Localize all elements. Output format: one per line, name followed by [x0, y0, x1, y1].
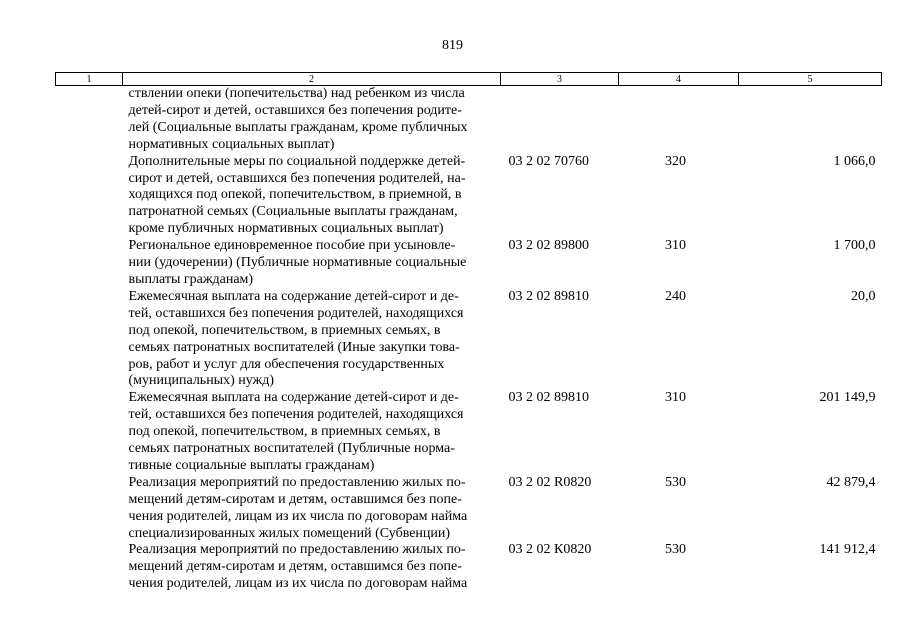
row-name-line: (муниципальных) нужд) [128, 373, 275, 389]
table-row [56, 390, 882, 475]
row-name-line: семьях патронатных воспитателей (Публичные норма- [128, 441, 455, 457]
row-code-cell: 03 2 02 К0820 [508, 542, 592, 558]
row-name-line: Ежемесячная выплата на содержание детей-сирот и де- [128, 390, 459, 406]
row-amount-cell: 20,0 [851, 288, 876, 304]
row-vr-cell: 530 [665, 474, 686, 490]
row-name-line: ствлении опеки (попечительства) над ребенком из числа [128, 86, 465, 101]
row-number-cell [56, 154, 123, 239]
row-number-cell [56, 289, 123, 390]
row-name-line: тей, оставшихся без попечения родителей, находящихся [128, 407, 464, 423]
column-header-1: 1 [56, 73, 123, 86]
row-name-line: чения родителей, лицам из их числа по договорам найма [128, 508, 468, 524]
row-name-line: ходящихся под опекой, попечительством, в приемной, в [128, 187, 462, 203]
row-amount-cell: 42 879,4 [826, 474, 876, 490]
row-amount-cell: 1 700,0 [833, 238, 876, 254]
table-row [56, 289, 882, 390]
row-name-cell [123, 154, 501, 239]
row-name-line: лей (Социальные выплаты гражданам, кроме публичных [128, 119, 468, 135]
row-name-line: под опекой, попечительством, в приемных семьях, в [128, 322, 441, 338]
row-code-cell: 03 2 02 R0820 [508, 474, 592, 490]
row-vr-cell [619, 86, 739, 154]
row-name-line: нии (удочерении) (Публичные нормативные социальные [128, 255, 467, 271]
row-code-cell: 03 2 02 89810 [508, 288, 589, 304]
row-name-line: нормативных социальных выплат) [128, 136, 335, 152]
row-number-cell [56, 475, 123, 543]
row-vr-cell: 240 [665, 288, 686, 304]
row-name-line: тивные социальные выплаты гражданам) [128, 457, 375, 473]
column-header-5: 5 [739, 73, 882, 86]
row-name-line: мещений детям-сиротам и детям, оставшимся без попе- [128, 491, 462, 507]
row-name-line: детей-сирот и детей, оставшихся без попечения родите- [128, 102, 462, 118]
table-row [56, 542, 882, 593]
row-name-line: чения родителей, лицам из их числа по договорам найма [128, 576, 468, 592]
row-name-line: кроме публичных нормативных социальных выплат) [128, 221, 444, 237]
row-number-cell [56, 86, 123, 154]
table-row [56, 475, 882, 543]
table-row [56, 86, 882, 154]
row-name-cell [123, 390, 501, 475]
row-vr-cell: 530 [665, 542, 686, 558]
row-name-line: семьях патронатных воспитателей (Иные закупки това- [128, 339, 460, 355]
row-name-line: под опекой, попечительством, в приемных семьях, в [128, 424, 441, 440]
row-code-cell: 03 2 02 70760 [508, 153, 589, 169]
row-name-cell [123, 542, 501, 593]
row-name-line: патронатной семьях (Социальные выплаты гражданам, [128, 204, 458, 220]
row-name-line: мещений детям-сиротам и детям, оставшимся без попе- [128, 559, 462, 575]
row-name-line: сирот и детей, оставшихся без попечения родителей, на- [128, 170, 466, 186]
row-name-line: Ежемесячная выплата на содержание детей-сирот и де- [128, 288, 459, 304]
row-vr-cell: 320 [665, 153, 686, 169]
row-name-line: Реализация мероприятий по предоставлению жилых по- [128, 474, 466, 490]
row-name-line: выплаты гражданам) [128, 271, 254, 287]
row-name-line: специализированных жилых помещений (Субвенции) [128, 525, 451, 541]
page-number: 819 [442, 38, 463, 53]
table-header [56, 73, 882, 86]
row-number-cell [56, 238, 123, 289]
column-header-2: 2 [123, 73, 501, 86]
row-name-cell [123, 86, 501, 154]
row-amount-cell: 141 912,4 [819, 542, 876, 558]
row-name-line: тей, оставшихся без попечения родителей, находящихся [128, 305, 464, 321]
row-name-line: Дополнительные меры по социальной поддержке детей- [128, 153, 466, 169]
row-name-line: Региональное единовременное пособие при усыновле- [128, 238, 456, 254]
row-code-cell: 03 2 02 89810 [508, 390, 589, 406]
row-name-line: ров, работ и услуг для обеспечения государственных [128, 356, 445, 372]
column-header-4: 4 [619, 73, 739, 86]
row-vr-cell: 310 [665, 390, 686, 406]
table-row [56, 154, 882, 239]
row-name-cell [123, 238, 501, 289]
table-body [56, 86, 882, 594]
column-header-3: 3 [501, 73, 619, 86]
row-vr-cell: 310 [665, 238, 686, 254]
row-name-cell [123, 475, 501, 543]
row-number-cell [56, 390, 123, 475]
row-amount-cell [739, 86, 882, 154]
row-code-cell [501, 86, 619, 154]
row-code-cell: 03 2 02 89800 [508, 238, 589, 254]
row-number-cell [56, 542, 123, 593]
table-row [56, 238, 882, 289]
row-amount-cell: 1 066,0 [833, 153, 876, 169]
row-amount-cell: 201 149,9 [819, 390, 876, 406]
row-name-cell [123, 289, 501, 390]
row-name-line: Реализация мероприятий по предоставлению жилых по- [128, 542, 466, 558]
budget-table [55, 72, 882, 593]
